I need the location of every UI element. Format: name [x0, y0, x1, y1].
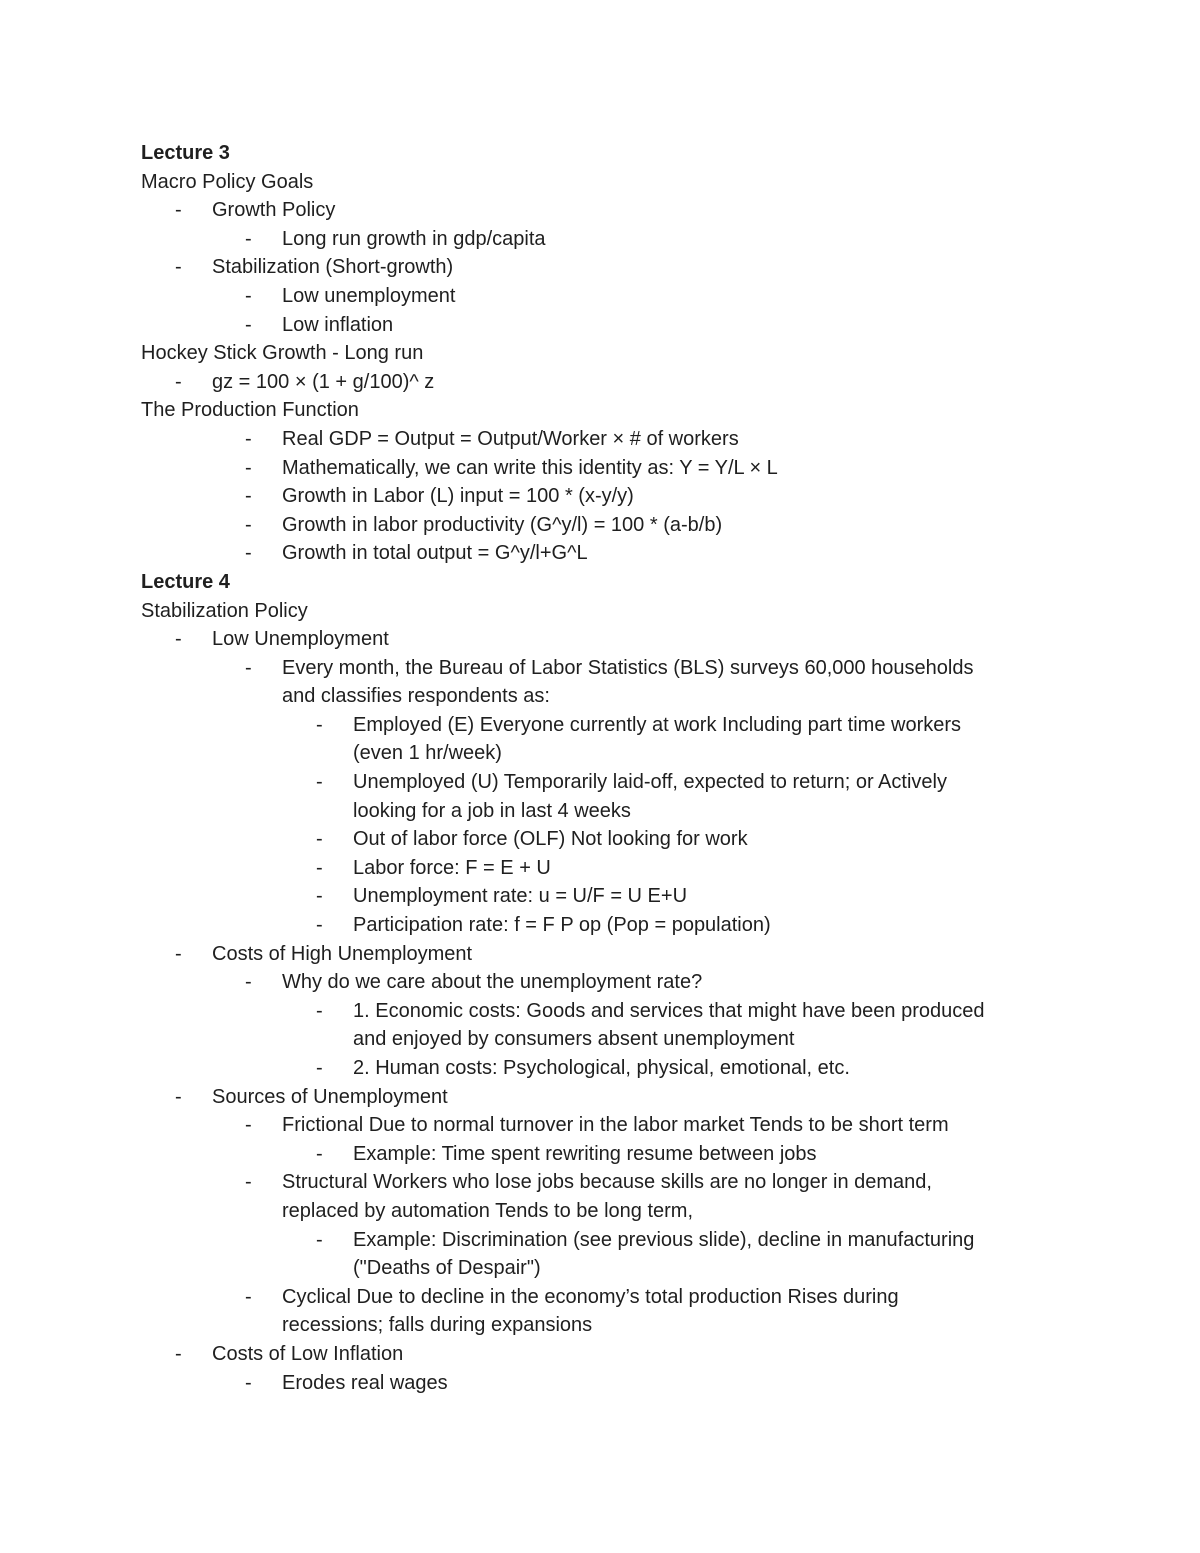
bullet-dash: - — [316, 885, 323, 908]
bullet-dash: - — [175, 1085, 182, 1108]
line-text: Stabilization Policy — [141, 599, 308, 622]
bullet-dash: - — [245, 1285, 252, 1308]
line-text: Hockey Stick Growth - Long run — [141, 342, 424, 365]
section-heading — [141, 139, 1061, 168]
line-text: Why do we care about the unemployment rate? — [282, 971, 703, 994]
line-text: Lecture 4 — [141, 570, 230, 593]
topic-line — [141, 597, 1061, 626]
line-text: recessions; falls during expansions — [282, 1314, 593, 1337]
line-text: Costs of Low Inflation — [212, 1342, 404, 1365]
bullet-item — [141, 825, 1061, 854]
section-heading — [141, 568, 1061, 597]
bullet-dash: - — [316, 999, 323, 1022]
bullet-item — [141, 1226, 1061, 1255]
bullet-item — [141, 625, 1061, 654]
bullet-item — [141, 225, 1061, 254]
bullet-dash: - — [316, 828, 323, 851]
bullet-item — [141, 311, 1061, 340]
bullet-item — [141, 997, 1061, 1026]
bullet-dash: - — [245, 427, 252, 450]
bullet-item — [141, 768, 1061, 797]
line-text: Structural Workers who lose jobs because skills are no longer in demand, — [282, 1171, 932, 1194]
bullet-item — [141, 968, 1061, 997]
line-text: looking for a job in last 4 weeks — [353, 799, 631, 822]
bullet-dash: - — [245, 313, 252, 336]
bullet-item — [141, 940, 1061, 969]
line-text: Labor force: F = E + U — [353, 856, 551, 879]
line-text: 2. Human costs: Psychological, physical, emotional, etc. — [353, 1057, 850, 1079]
bullet-item — [141, 482, 1061, 511]
bullet-dash: - — [175, 256, 182, 279]
topic-line — [141, 339, 1061, 368]
bullet-dash: - — [245, 1171, 252, 1194]
line-text: Example: Discrimination (see previous slide), decline in manufacturing — [353, 1228, 975, 1251]
line-text: Real GDP = Output = Output/Worker × # of workers — [282, 427, 739, 450]
bullet-dash: - — [245, 971, 252, 994]
bullet-item — [141, 1340, 1061, 1369]
bullet-item — [141, 196, 1061, 225]
line-text: Example: Time spent rewriting resume between jobs — [353, 1142, 817, 1165]
bullet-item — [141, 711, 1061, 740]
line-text: Sources of Unemployment — [212, 1085, 448, 1108]
bullet-dash: - — [316, 1228, 323, 1251]
line-text: Unemployed (U) Temporarily laid-off, expected to return; or Actively — [353, 771, 947, 794]
line-text: Long run growth in gdp/capita — [282, 227, 546, 250]
bullet-item — [141, 539, 1061, 568]
line-text: Low Unemployment — [212, 628, 389, 651]
bullet-dash: - — [316, 1057, 323, 1079]
bullet-dash: - — [175, 199, 182, 222]
line-text: Low unemployment — [282, 284, 456, 307]
bullet-dash: - — [245, 227, 252, 250]
bullet-item — [141, 454, 1061, 483]
line-text: ("Deaths of Despair") — [353, 1257, 541, 1280]
line-text: Employed (E) Everyone currently at work Including part time workers — [353, 713, 962, 736]
bullet-continuation — [141, 1025, 1061, 1054]
line-text: Out of labor force (OLF) Not looking for work — [353, 828, 748, 851]
bullet-dash: - — [175, 370, 182, 393]
bullet-dash: - — [245, 656, 252, 679]
line-text: and classifies respondents as: — [282, 685, 550, 708]
bullet-item — [141, 253, 1061, 282]
line-text: Low inflation — [282, 313, 394, 336]
topic-line — [141, 168, 1061, 197]
bullet-item — [141, 425, 1061, 454]
line-text: Unemployment rate: u = U/F = U E+U — [353, 885, 688, 908]
line-text: Growth Policy — [212, 199, 336, 222]
line-text: Frictional Due to normal turnover in the labor market Tends to be short term — [282, 1114, 949, 1137]
line-text: Stabilization (Short-growth) — [212, 256, 454, 279]
bullet-dash: - — [245, 456, 252, 479]
line-text: 1. Economic costs: Goods and services that might have been produced — [353, 999, 985, 1022]
bullet-dash: - — [316, 914, 323, 937]
bullet-continuation — [141, 739, 1061, 768]
bullet-dash: - — [245, 1114, 252, 1137]
bullet-dash: - — [175, 628, 182, 651]
bullet-item — [141, 1140, 1061, 1169]
line-text: Growth in labor productivity (G^y/l) = 100 * (a-b/b) — [282, 513, 723, 536]
line-text: (even 1 hr/week) — [353, 742, 502, 765]
bullet-continuation — [141, 1254, 1061, 1283]
bullet-dash: - — [245, 1371, 252, 1394]
bullet-item — [141, 1111, 1061, 1140]
bullet-dash: - — [245, 513, 252, 536]
line-text: Mathematically, we can write this identity as: Y = Y/L × L — [282, 456, 778, 479]
bullet-item — [141, 1369, 1061, 1398]
line-text: Erodes real wages — [282, 1371, 448, 1394]
bullet-dash: - — [316, 713, 323, 736]
topic-line — [141, 396, 1061, 425]
line-text: and enjoyed by consumers absent unemployment — [353, 1028, 795, 1051]
bullet-dash: - — [175, 942, 182, 965]
bullet-dash: - — [245, 485, 252, 508]
line-text: Lecture 3 — [141, 142, 230, 164]
bullet-continuation — [141, 1197, 1061, 1226]
line-text: The Production Function — [141, 399, 359, 422]
line-text: Macro Policy Goals — [141, 170, 314, 193]
bullet-item — [141, 1283, 1061, 1312]
line-text: Costs of High Unemployment — [212, 942, 473, 965]
bullet-dash: - — [175, 1342, 182, 1365]
bullet-item — [141, 1083, 1061, 1112]
bullet-dash: - — [245, 284, 252, 307]
bullet-item — [141, 1168, 1061, 1197]
line-text: Growth in Labor (L) input = 100 * (x-y/y) — [282, 485, 634, 508]
bullet-dash: - — [316, 771, 323, 794]
bullet-item — [141, 854, 1061, 883]
bullet-item — [141, 511, 1061, 540]
bullet-item — [141, 368, 1061, 397]
line-text: replaced by automation Tends to be long term, — [282, 1199, 693, 1222]
bullet-dash: - — [316, 856, 323, 879]
bullet-item — [141, 882, 1061, 911]
bullet-item — [141, 654, 1061, 683]
line-text: Cyclical Due to decline in the economy’s total production Rises during — [282, 1285, 899, 1308]
line-text: Participation rate: f = F P op (Pop = population) — [353, 914, 771, 937]
document-body — [141, 139, 1061, 1397]
bullet-item — [141, 282, 1061, 311]
bullet-continuation — [141, 1311, 1061, 1340]
line-text: gz = 100 × (1 + g/100)^ z — [212, 370, 435, 393]
bullet-dash: - — [316, 1142, 323, 1165]
bullet-dash: - — [245, 542, 252, 565]
bullet-item — [141, 911, 1061, 940]
bullet-continuation — [141, 797, 1061, 826]
bullet-continuation — [141, 682, 1061, 711]
line-text: Every month, the Bureau of Labor Statistics (BLS) surveys 60,000 households — [282, 656, 974, 679]
line-text: Growth in total output = G^y/l+G^L — [282, 542, 588, 565]
bullet-item — [141, 1054, 1061, 1083]
